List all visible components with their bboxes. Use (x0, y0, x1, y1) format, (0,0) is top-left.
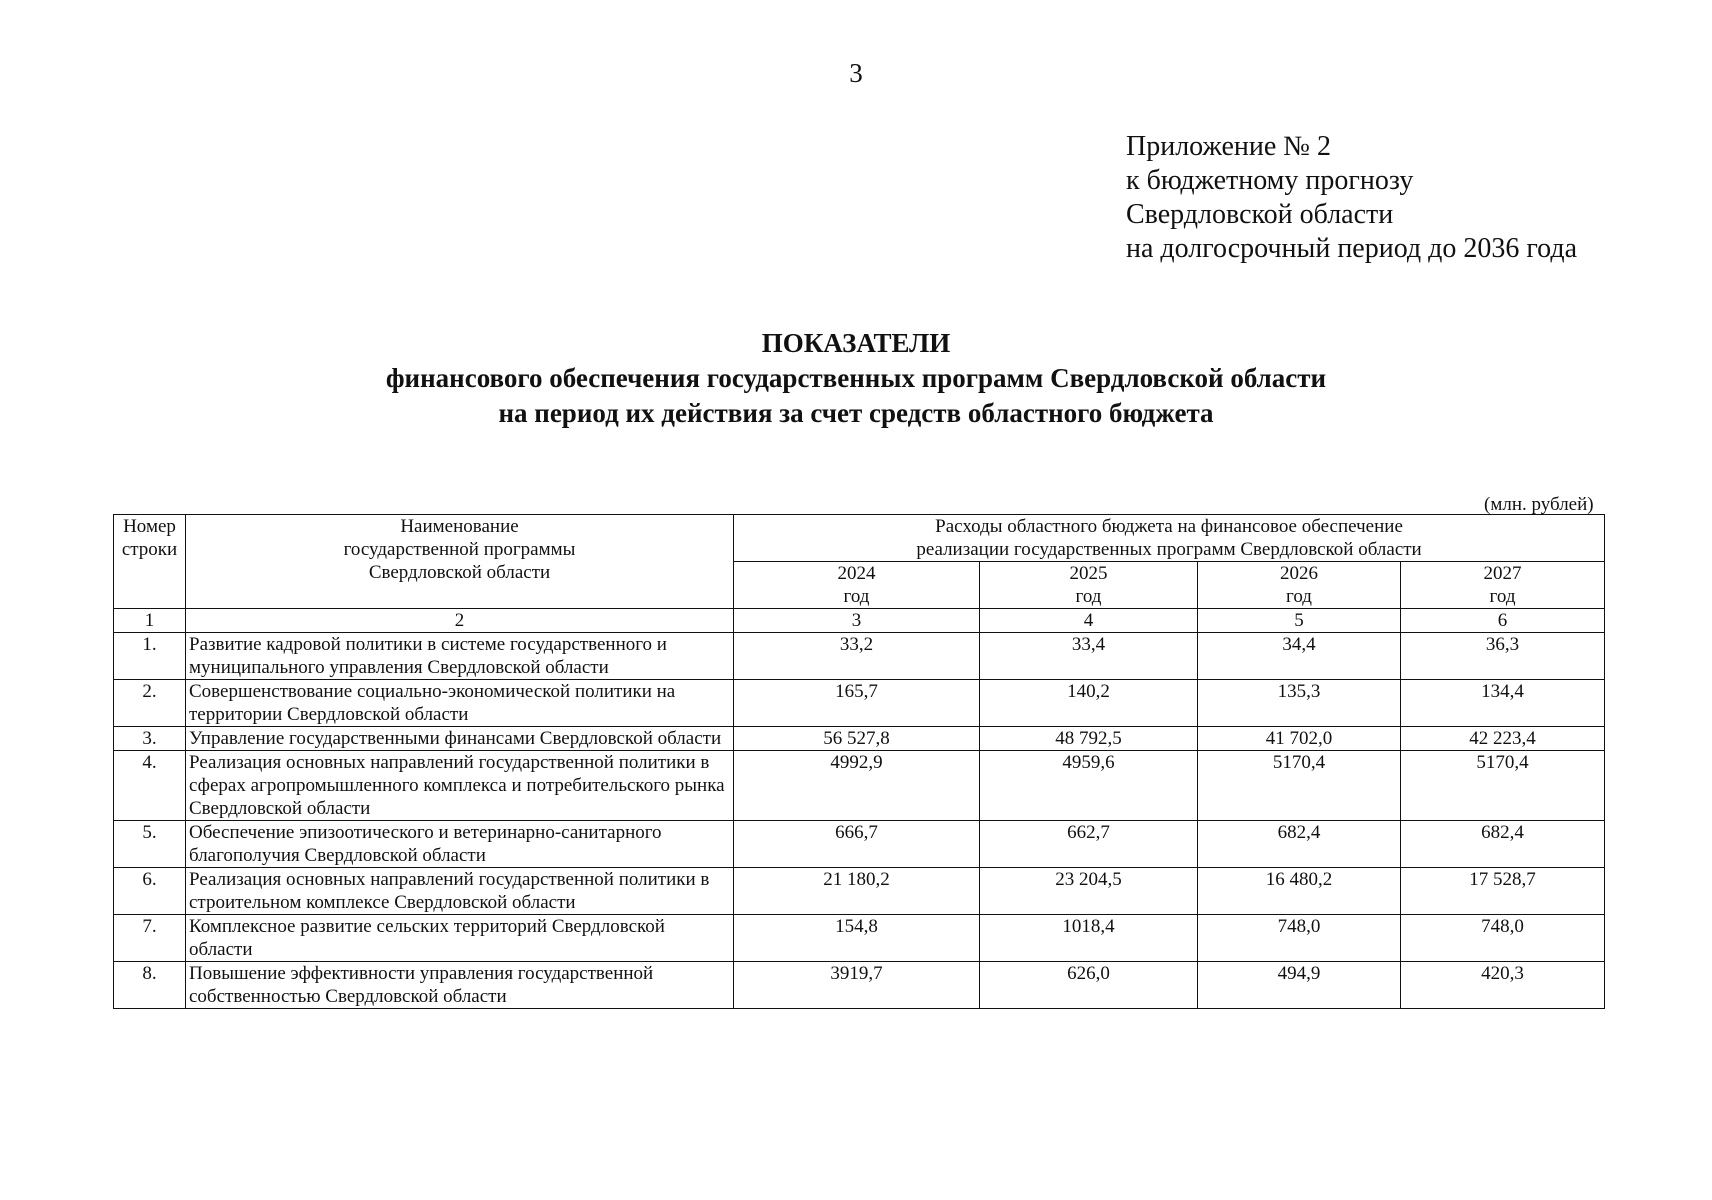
value-2024: 33,2 (734, 633, 980, 680)
header-name-line-1: Наименование (400, 516, 519, 537)
header-year-value: 2024 (837, 563, 876, 584)
value-2024: 165,7 (734, 680, 980, 727)
program-name: Реализация основных направлений государственной политики в строительном комплексе Свердловской области (186, 868, 734, 915)
header-program-name (186, 515, 734, 609)
unit-label: (млн. рублей) (1484, 494, 1594, 515)
value-2025: 23 204,5 (980, 868, 1198, 915)
program-name: Совершенствование социально-экономической политики на территории Свердловской области (186, 680, 734, 727)
header-name-line-3: Свердловской области (368, 562, 551, 583)
value-2025: 1018,4 (980, 915, 1198, 962)
value-2027: 5170,4 (1401, 751, 1605, 821)
appendix-line-2: к бюджетному прогнозу (1126, 165, 1414, 196)
header-row-number-line-2: строки (121, 539, 178, 560)
page-number: 3 (849, 58, 863, 88)
value-2025: 140,2 (980, 680, 1198, 727)
program-name: Обеспечение эпизоотического и ветеринарно-санитарного благополучия Свердловской области (186, 821, 734, 868)
title-line-2: финансового обеспечения государственных программ Свердловской области (385, 363, 1327, 393)
title-line-1: ПОКАЗАТЕЛИ (761, 328, 951, 358)
value-2027: 42 223,4 (1401, 727, 1605, 751)
header-expenses-line-2: реализации государственных программ Свердловской области (916, 539, 1422, 560)
value-2024: 666,7 (734, 821, 980, 868)
header-row-number-line-1: Номер (123, 516, 176, 537)
value-2024: 154,8 (734, 915, 980, 962)
column-index-cell: 5 (1198, 609, 1401, 633)
table-row (114, 727, 1605, 751)
column-index-cell: 4 (980, 609, 1198, 633)
program-name: Реализация основных направлений государственной политики в сферах агропромышленного комплекса и потребительского рынка Свердловской области (186, 751, 734, 821)
value-2027: 36,3 (1401, 633, 1605, 680)
program-name: Комплексное развитие сельских территорий Свердловской области (186, 915, 734, 962)
header-year-suffix: год (1075, 586, 1102, 607)
value-2025: 626,0 (980, 962, 1198, 1009)
appendix-line-3: Свердловской области (1126, 199, 1394, 230)
column-index-cell: 2 (186, 609, 734, 633)
table-row (114, 962, 1605, 1009)
column-index-cell: 6 (1401, 609, 1605, 633)
row-number: 6. (114, 868, 186, 915)
value-2024: 21 180,2 (734, 868, 980, 915)
header-year-2024 (734, 562, 980, 609)
row-number: 8. (114, 962, 186, 1009)
row-number: 1. (114, 633, 186, 680)
value-2027: 748,0 (1401, 915, 1605, 962)
value-2024: 4992,9 (734, 751, 980, 821)
header-year-2025 (980, 562, 1198, 609)
table-row (114, 915, 1605, 962)
header-expenses (734, 515, 1605, 562)
appendix-line-1: Приложение № 2 (1126, 131, 1331, 162)
column-index-row (114, 609, 1605, 633)
document-title (0, 326, 1712, 431)
budget-table (113, 514, 1605, 1009)
value-2027: 134,4 (1401, 680, 1605, 727)
program-name: Повышение эффективности управления государственной собственностью Свердловской области (186, 962, 734, 1009)
value-2026: 682,4 (1198, 821, 1401, 868)
table-row (114, 751, 1605, 821)
table-row (114, 680, 1605, 727)
appendix-note (1126, 130, 1577, 266)
value-2026: 494,9 (1198, 962, 1401, 1009)
column-index-cell: 3 (734, 609, 980, 633)
value-2026: 5170,4 (1198, 751, 1401, 821)
table-row (114, 868, 1605, 915)
header-year-2026 (1198, 562, 1401, 609)
value-2024: 3919,7 (734, 962, 980, 1009)
header-year-suffix: год (1489, 586, 1516, 607)
header-year-2027 (1401, 562, 1605, 609)
value-2026: 748,0 (1198, 915, 1401, 962)
row-number: 7. (114, 915, 186, 962)
value-2026: 41 702,0 (1198, 727, 1401, 751)
header-name-line-2: государственной программы (343, 539, 576, 560)
value-2026: 135,3 (1198, 680, 1401, 727)
value-2025: 4959,6 (980, 751, 1198, 821)
header-row-number (114, 515, 186, 609)
value-2027: 17 528,7 (1401, 868, 1605, 915)
header-year-value: 2025 (1069, 563, 1108, 584)
value-2027: 682,4 (1401, 821, 1605, 868)
value-2026: 16 480,2 (1198, 868, 1401, 915)
header-year-value: 2026 (1280, 563, 1318, 584)
row-number: 5. (114, 821, 186, 868)
row-number: 3. (114, 727, 186, 751)
value-2027: 420,3 (1401, 962, 1605, 1009)
value-2025: 662,7 (980, 821, 1198, 868)
header-year-value: 2027 (1483, 563, 1522, 584)
title-line-3: на период их действия за счет средств областного бюджета (498, 398, 1214, 428)
row-number: 2. (114, 680, 186, 727)
value-2025: 48 792,5 (980, 727, 1198, 751)
value-2026: 34,4 (1198, 633, 1401, 680)
table-row (114, 821, 1605, 868)
column-index-cell: 1 (114, 609, 186, 633)
appendix-line-4: на долгосрочный период до 2036 года (1126, 233, 1578, 264)
table-row (114, 633, 1605, 680)
value-2025: 33,4 (980, 633, 1198, 680)
header-expenses-line-1: Расходы областного бюджета на финансовое обеспечение (935, 516, 1403, 537)
header-year-suffix: год (843, 586, 870, 607)
program-name: Управление государственными финансами Свердловской области (186, 727, 734, 751)
value-2024: 56 527,8 (734, 727, 980, 751)
program-name: Развитие кадровой политики в системе государственного и муниципального управления Свердловской области (186, 633, 734, 680)
header-year-suffix: год (1286, 586, 1312, 607)
row-number: 4. (114, 751, 186, 821)
table-header-row (114, 515, 1605, 562)
